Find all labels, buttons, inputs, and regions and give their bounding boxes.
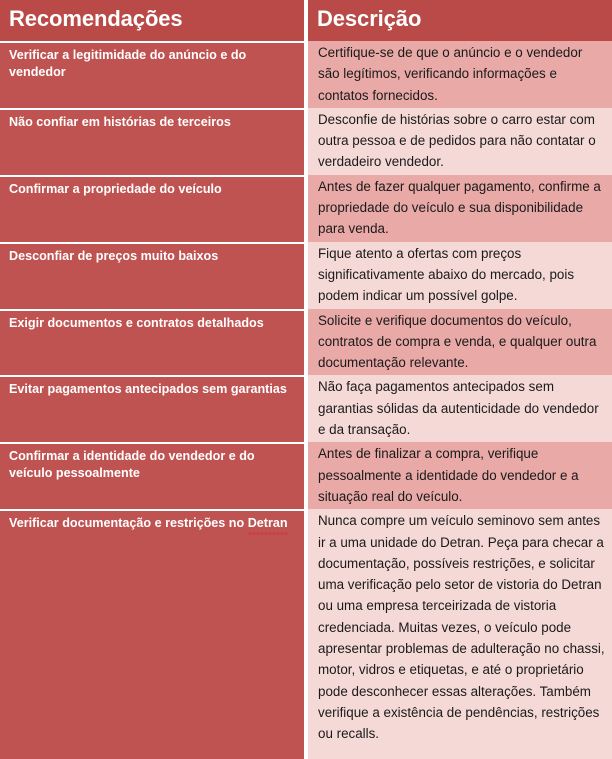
cell-recommendation: Exigir documentos e contratos detalhados — [0, 309, 304, 376]
column-header-recommendations-label: Recomendações — [9, 6, 183, 31]
cell-description: Nunca compre um veículo seminovo sem antes ir a uma unidade do Detran. Peça para checar a documentação, possíveis restrições, e solicitar uma verificação pelo setor de vistoria do Detran ou uma empresa terceirizada de vistoria credenciada. Muitas vezes, o veículo pode apresentar problemas de adulteração no chassi, motor, vidros e etiquetas, e até o proprietário pode desconhecer essas alterações. Também verifique a existência de pendências, restrições ou recalls. — [308, 509, 612, 759]
table-row — [0, 175, 612, 242]
column-header-description-label: Descrição — [317, 6, 422, 31]
table-row — [0, 41, 612, 108]
cell-recommendation: Confirmar a identidade do vendedor e do veículo pessoalmente — [0, 442, 304, 509]
cell-recommendation-text: Verificar documentação e restrições no — [9, 516, 248, 531]
cell-recommendation: Verificar a legitimidade do anúncio e do vendedor — [0, 41, 304, 108]
cell-description: Não faça pagamentos antecipados sem garantias sólidas da autenticidade do vendedor e da transação. — [308, 375, 612, 442]
cell-description: Desconfie de histórias sobre o carro estar com outra pessoa e de pedidos para não contatar o verdadeiro vendedor. — [308, 108, 612, 175]
cell-recommendation: Confirmar a propriedade do veículo — [0, 175, 304, 242]
cell-recommendation: Evitar pagamentos antecipados sem garantias — [0, 375, 304, 442]
table-row — [0, 509, 612, 759]
table-header-row — [0, 0, 612, 41]
cell-description: Solicite e verifique documentos do veículo, contratos de compra e venda, e qualquer outra documentação relevante. — [308, 309, 612, 376]
cell-recommendation — [0, 509, 304, 759]
column-header-recommendations — [0, 0, 304, 41]
table-row — [0, 309, 612, 376]
table-row — [0, 442, 612, 509]
table-row — [0, 375, 612, 442]
cell-description: Certifique-se de que o anúncio e o vendedor são legítimos, verificando informações e contatos fornecidos. — [308, 41, 612, 108]
cell-recommendation: Não confiar em histórias de terceiros — [0, 108, 304, 175]
cell-description: Fique atento a ofertas com preços significativamente abaixo do mercado, pois podem indicar um possível golpe. — [308, 242, 612, 309]
spellcheck-misspelled-word: Detran — [247, 516, 288, 531]
table-row — [0, 108, 612, 175]
cell-description: Antes de fazer qualquer pagamento, confirme a propriedade do veículo e sua disponibilidade para venda. — [308, 175, 612, 242]
table-row — [0, 242, 612, 309]
cell-recommendation: Desconfiar de preços muito baixos — [0, 242, 304, 309]
cell-description: Antes de finalizar a compra, verifique pessoalmente a identidade do vendedor e a situação real do veículo. — [308, 442, 612, 509]
table-body — [0, 41, 612, 759]
column-header-description — [308, 0, 612, 41]
